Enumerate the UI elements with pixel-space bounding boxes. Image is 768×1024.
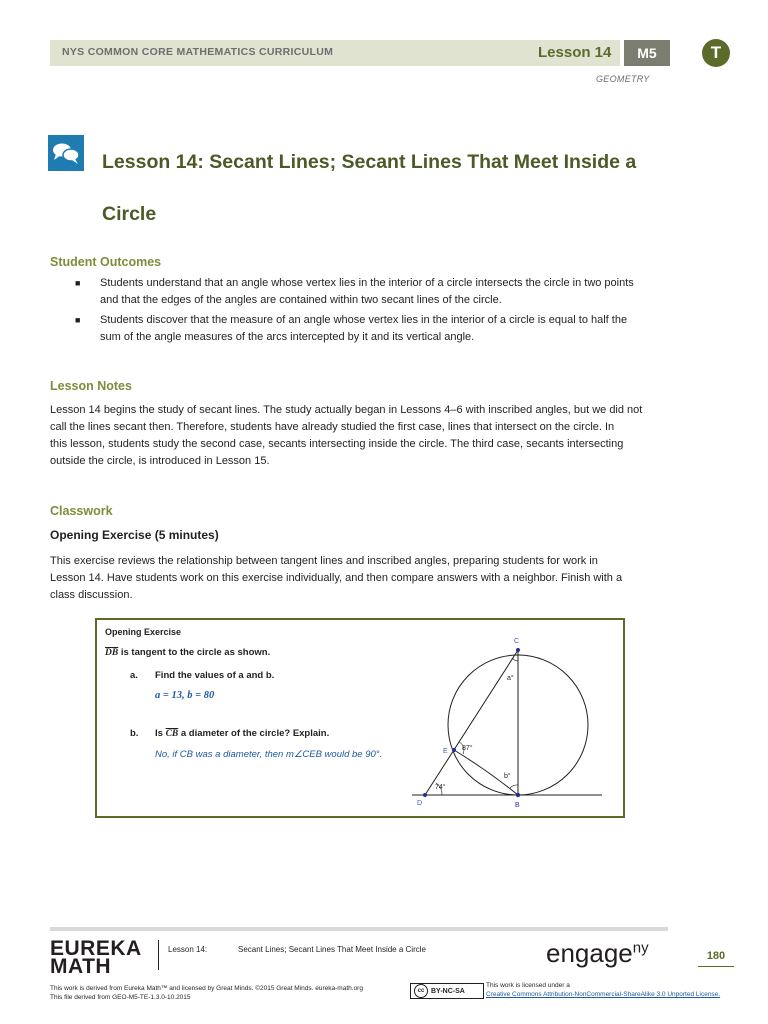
curriculum-label: NYS COMMON CORE MATHEMATICS CURRICULUM [62, 46, 334, 58]
bullet-icon: ■ [75, 315, 81, 325]
part-b-question [155, 728, 329, 739]
exercise-title: Opening Exercise [105, 627, 182, 637]
page-title [102, 136, 702, 240]
exercise-stem [105, 647, 270, 658]
point-b [516, 793, 520, 797]
cc-icon: cc [414, 984, 428, 998]
line-db-symbol: $\overline{DB}$ [105, 648, 119, 658]
footer-divider [158, 940, 159, 970]
circle-figure [397, 630, 619, 812]
notes-paragraph [50, 402, 690, 470]
outcome-line: and that the edges of the angles are contained within two secant lines of the circle. [100, 294, 502, 306]
cc-license-badge [410, 983, 484, 999]
license-line-1: This work is licensed under a [486, 982, 570, 989]
footer-rule [50, 927, 668, 931]
notes-heading: Lesson Notes [50, 379, 132, 393]
classwork-line: class discussion. [50, 589, 133, 601]
point-c [516, 648, 520, 652]
brand-line-2: MATH [50, 955, 112, 978]
segment-cb-symbol: $\overline{CB}$ [165, 729, 179, 739]
discussion-icon [48, 135, 84, 171]
label-angle-b: b° [504, 773, 511, 780]
label-e: E [443, 748, 448, 755]
classwork-line: Lesson 14. Have students work on this exercise individually, and then compare answers with a neighbor. Finish with a [50, 572, 623, 584]
notes-line: outside the circle, is introduced in Lesson 15. [50, 455, 270, 467]
notes-line: this lesson, students study the second case, secants intersecting inside the circle. The third case, secants intersecting [50, 438, 624, 450]
part-b-answer: No, if CB was a diameter, then m∠CEB would be 90°. [155, 749, 383, 760]
part-b-label: b. [130, 728, 139, 739]
opening-exercise-heading: Opening Exercise (5 minutes) [50, 528, 219, 542]
part-a-question: Find the values of a and b. [155, 670, 275, 681]
page-number: 180 [698, 950, 734, 967]
label-angle-a: a° [507, 675, 514, 682]
eureka-math-logo [50, 937, 142, 978]
title-line-1: Lesson 14: Secant Lines; Secant Lines That Meet Inside a [102, 151, 637, 173]
label-angle-87: 87° [462, 745, 473, 752]
notes-line: Lesson 14 begins the study of secant lines. The study actually began in Lessons 4–6 with inscribed angles, but we did not [50, 404, 643, 416]
title-line-2: Circle [102, 203, 157, 225]
brand-line-1: EUREKA [50, 937, 142, 960]
lesson-number: Lesson 14 [538, 44, 612, 61]
footer-lesson-title: Secant Lines; Secant Lines That Meet Inside a Circle [238, 945, 426, 954]
module-badge: M5 [624, 40, 670, 66]
notes-line: call the lines secant then. Therefore, students have already studied the first case, lines that intersect on the circle. In [50, 421, 615, 433]
teacher-badge: T [702, 39, 730, 67]
exercise-box [95, 618, 625, 818]
cc-label: BY-NC-SA [431, 987, 465, 995]
subject-label: GEOMETRY [596, 74, 650, 84]
outcome-line: Students discover that the measure of an angle whose vertex lies in the interior of a circle is equal to half the [100, 314, 628, 326]
engage-text: engage [546, 938, 633, 968]
outcomes-heading: Student Outcomes [50, 255, 162, 269]
classwork-paragraph [50, 553, 690, 604]
label-angle-74: 74° [435, 784, 446, 791]
outcome-item [75, 312, 675, 346]
stem-text: is tangent to the circle as shown. [118, 647, 271, 658]
engageny-logo [546, 938, 649, 969]
point-d [423, 793, 427, 797]
outcome-line: sum of the angle measures of the arcs intercepted by it and its vertical angle. [100, 331, 475, 343]
outcome-item [75, 275, 675, 309]
classwork-heading: Classwork [50, 504, 113, 518]
ny-text: ny [632, 939, 649, 957]
label-c: C [514, 638, 520, 645]
footer-lesson-label: Lesson 14: [168, 945, 208, 954]
outcome-line: Students understand that an angle whose vertex lies in the interior of a circle intersects the circle in two points [100, 277, 634, 289]
point-e [452, 748, 456, 752]
credit-line-2: This file derived from GEO-M5-TE-1.3.0-10.2015 [50, 994, 191, 1001]
credit-line-1: This work is derived from Eureka Math™ and licensed by Great Minds. ©2015 Great Minds. eureka-math.org [50, 985, 363, 992]
label-b: B [515, 802, 520, 809]
bullet-icon: ■ [75, 278, 81, 288]
b-text: a diameter of the circle? Explain. [178, 728, 330, 739]
b-text: Is [155, 728, 166, 739]
label-d: D [417, 800, 423, 807]
angle-b-arc [510, 785, 518, 788]
classwork-line: This exercise reviews the relationship between tangent lines and inscribed angles, preparing students for work in [50, 555, 598, 567]
part-a-label: a. [130, 670, 138, 681]
part-a-answer: a = 13, b = 80 [155, 690, 215, 701]
license-link[interactable]: Creative Commons Attribution-NonCommercial-ShareAlike 3.0 Unported License. [486, 991, 721, 998]
